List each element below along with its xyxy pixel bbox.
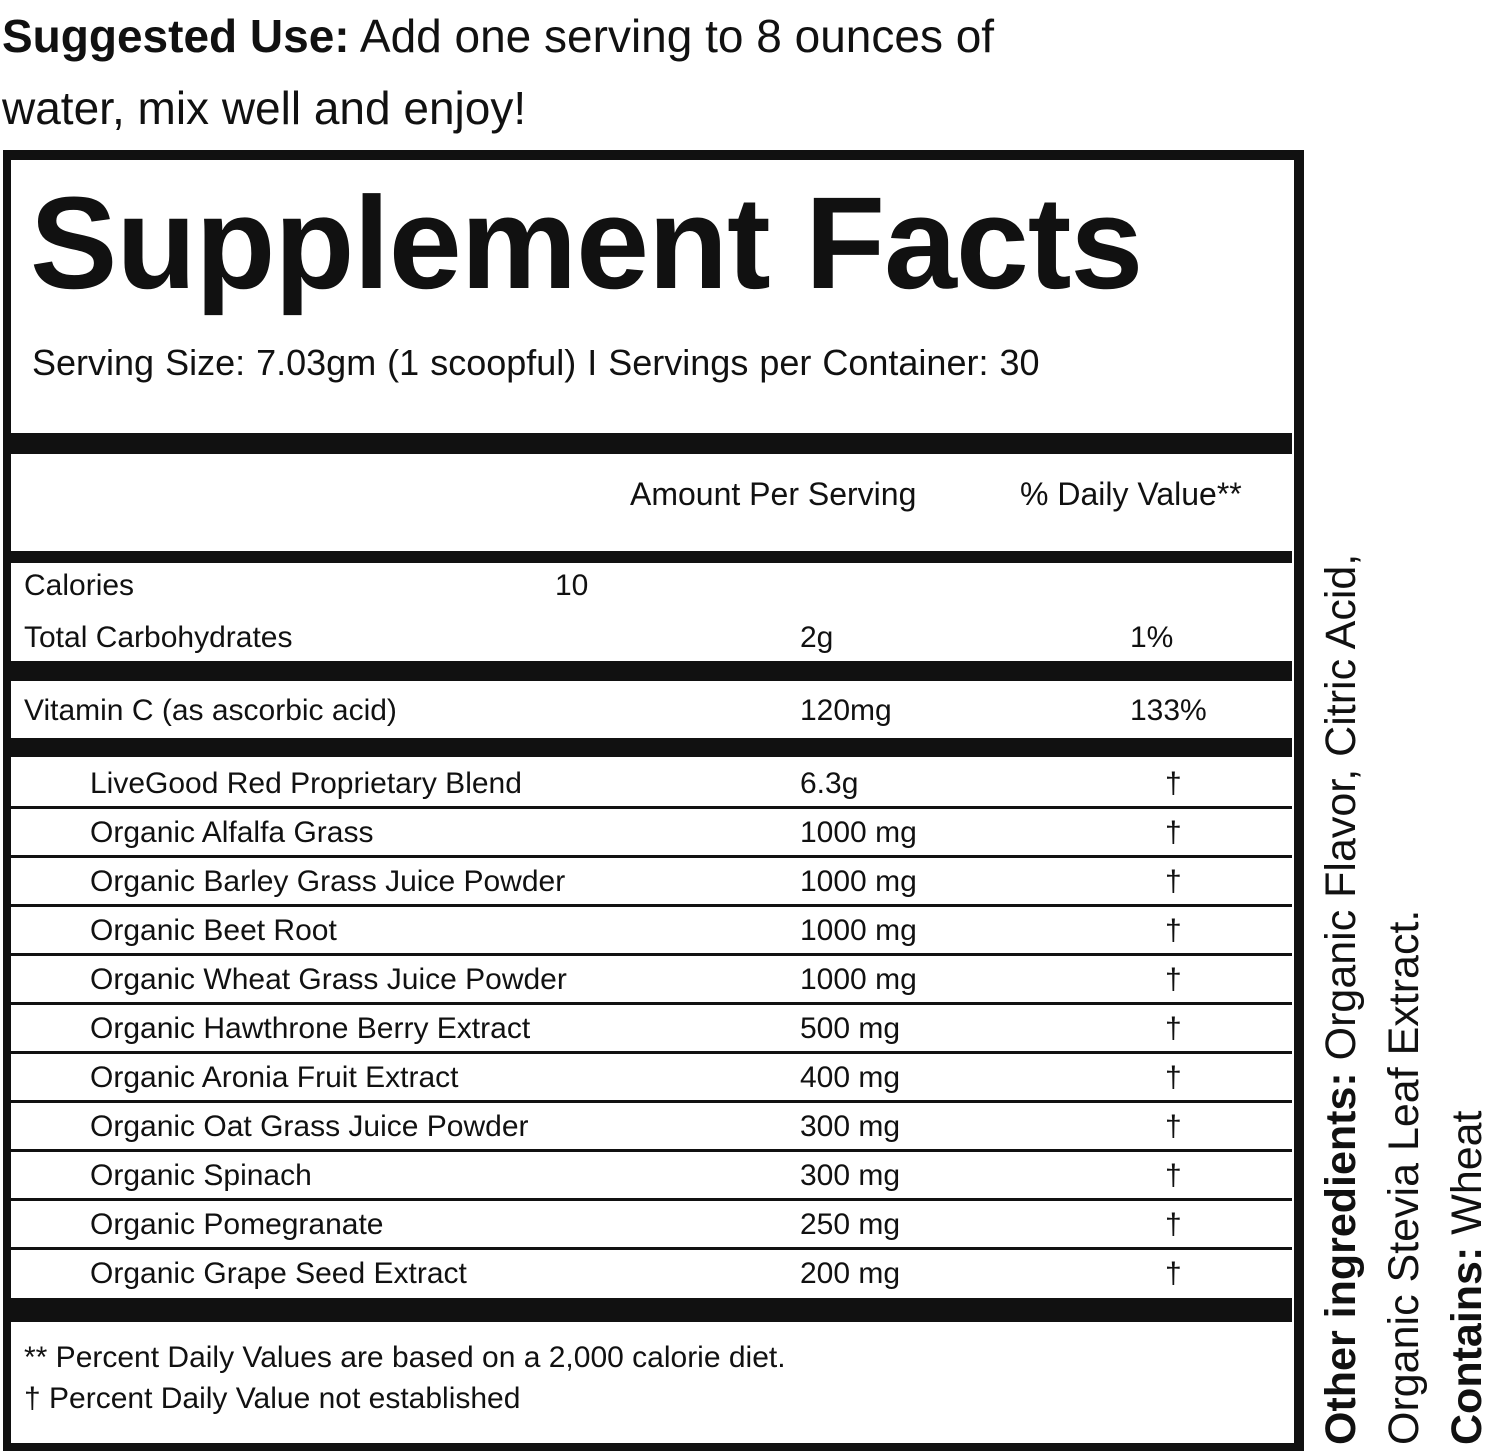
ingredient-dv: † xyxy=(1165,1159,1182,1192)
calories-value: 10 xyxy=(555,569,589,602)
table-row xyxy=(10,907,1292,956)
table-row xyxy=(10,1103,1292,1152)
ingredient-dv: † xyxy=(1165,1257,1182,1290)
table-row xyxy=(10,1152,1292,1201)
ingredient-dv: † xyxy=(1165,1208,1182,1241)
other-ingredients-line2: Organic Stevia Leaf Extract. xyxy=(1380,909,1428,1445)
ingredient-dv: † xyxy=(1165,914,1182,947)
ingredient-amount: 400 mg xyxy=(800,1061,901,1094)
suggested-use xyxy=(2,0,1202,144)
table-row xyxy=(10,1054,1292,1103)
ingredient-dv: † xyxy=(1165,1012,1182,1045)
vitamin-c-amount: 120mg xyxy=(800,694,892,727)
ingredient-amount: 200 mg xyxy=(800,1257,901,1290)
ingredient-amount: 250 mg xyxy=(800,1208,901,1241)
ingredient-amount: 300 mg xyxy=(800,1159,901,1192)
divider-bar xyxy=(10,1298,1292,1322)
divider-bar xyxy=(10,433,1292,454)
ingredient-amount: 1000 mg xyxy=(800,816,917,849)
ingredient-name: Organic Aronia Fruit Extract xyxy=(90,1061,459,1094)
ingredient-dv: † xyxy=(1165,816,1182,849)
suggested-use-text: Add one serving to 8 ounces of xyxy=(349,10,995,62)
header-daily-value: % Daily Value** xyxy=(1020,476,1242,512)
ingredient-name: Organic Beet Root xyxy=(90,914,337,947)
divider-bar xyxy=(10,551,1292,563)
table-row xyxy=(10,1201,1292,1250)
header-amount: Amount Per Serving xyxy=(630,476,917,512)
ingredient-name: Organic Oat Grass Juice Powder xyxy=(90,1110,529,1143)
footnote-not-established: † Percent Daily Value not established xyxy=(24,1382,521,1415)
ingredient-dv: † xyxy=(1165,865,1182,898)
divider-bar xyxy=(10,661,1292,681)
other-ingredients xyxy=(1310,455,1500,1445)
ingredient-amount: 300 mg xyxy=(800,1110,901,1143)
contains-value: Wheat xyxy=(1443,1110,1491,1247)
ingredient-name: Organic Barley Grass Juice Powder xyxy=(90,865,566,898)
table-row xyxy=(10,956,1292,1005)
ingredient-name: Organic Spinach xyxy=(90,1159,312,1192)
other-ingredients-line1: Organic Flavor, Citric Acid, xyxy=(1317,553,1365,1073)
ingredient-name: Organic Hawthrone Berry Extract xyxy=(90,1012,531,1045)
ingredient-amount: 500 mg xyxy=(800,1012,901,1045)
suggested-use-text-2: water, mix well and enjoy! xyxy=(2,82,527,134)
panel-title: Supplement Facts xyxy=(30,169,1143,316)
carbs-label: Total Carbohydrates xyxy=(24,621,293,654)
carbs-dv: 1% xyxy=(1130,621,1174,654)
suggested-use-label: Suggested Use: xyxy=(2,10,350,62)
divider-bar xyxy=(10,738,1292,757)
other-ingredients-label: Other ingredients: xyxy=(1317,1072,1365,1445)
ingredient-amount: 1000 mg xyxy=(800,865,917,898)
carbs-amount: 2g xyxy=(800,621,834,654)
ingredient-amount: 1000 mg xyxy=(800,914,917,947)
ingredient-dv: † xyxy=(1165,1110,1182,1143)
ingredient-dv: † xyxy=(1165,963,1182,996)
table-row xyxy=(10,858,1292,907)
table-row xyxy=(10,1005,1292,1054)
ingredient-dv: † xyxy=(1165,767,1182,800)
ingredient-name: Organic Wheat Grass Juice Powder xyxy=(90,963,567,996)
ingredient-amount: 6.3g xyxy=(800,767,859,800)
vitamin-c-dv: 133% xyxy=(1130,694,1207,727)
ingredient-amount: 1000 mg xyxy=(800,963,917,996)
calories-label: Calories xyxy=(24,569,135,602)
ingredient-name: Organic Grape Seed Extract xyxy=(90,1257,467,1290)
ingredient-name: Organic Pomegranate xyxy=(90,1208,384,1241)
contains-label: Contains: xyxy=(1443,1246,1491,1445)
table-row xyxy=(10,760,1292,809)
table-row xyxy=(10,1250,1292,1296)
ingredient-name: Organic Alfalfa Grass xyxy=(90,816,374,849)
vitamin-c-label: Vitamin C (as ascorbic acid) xyxy=(24,694,397,727)
ingredient-name: LiveGood Red Proprietary Blend xyxy=(90,767,522,800)
ingredient-dv: † xyxy=(1165,1061,1182,1094)
table-row xyxy=(10,809,1292,858)
footnote-daily-values: ** Percent Daily Values are based on a 2,000 calorie diet. xyxy=(24,1341,786,1374)
serving-info: Serving Size: 7.03gm (1 scoopful) I Servings per Container: 30 xyxy=(32,342,1040,383)
